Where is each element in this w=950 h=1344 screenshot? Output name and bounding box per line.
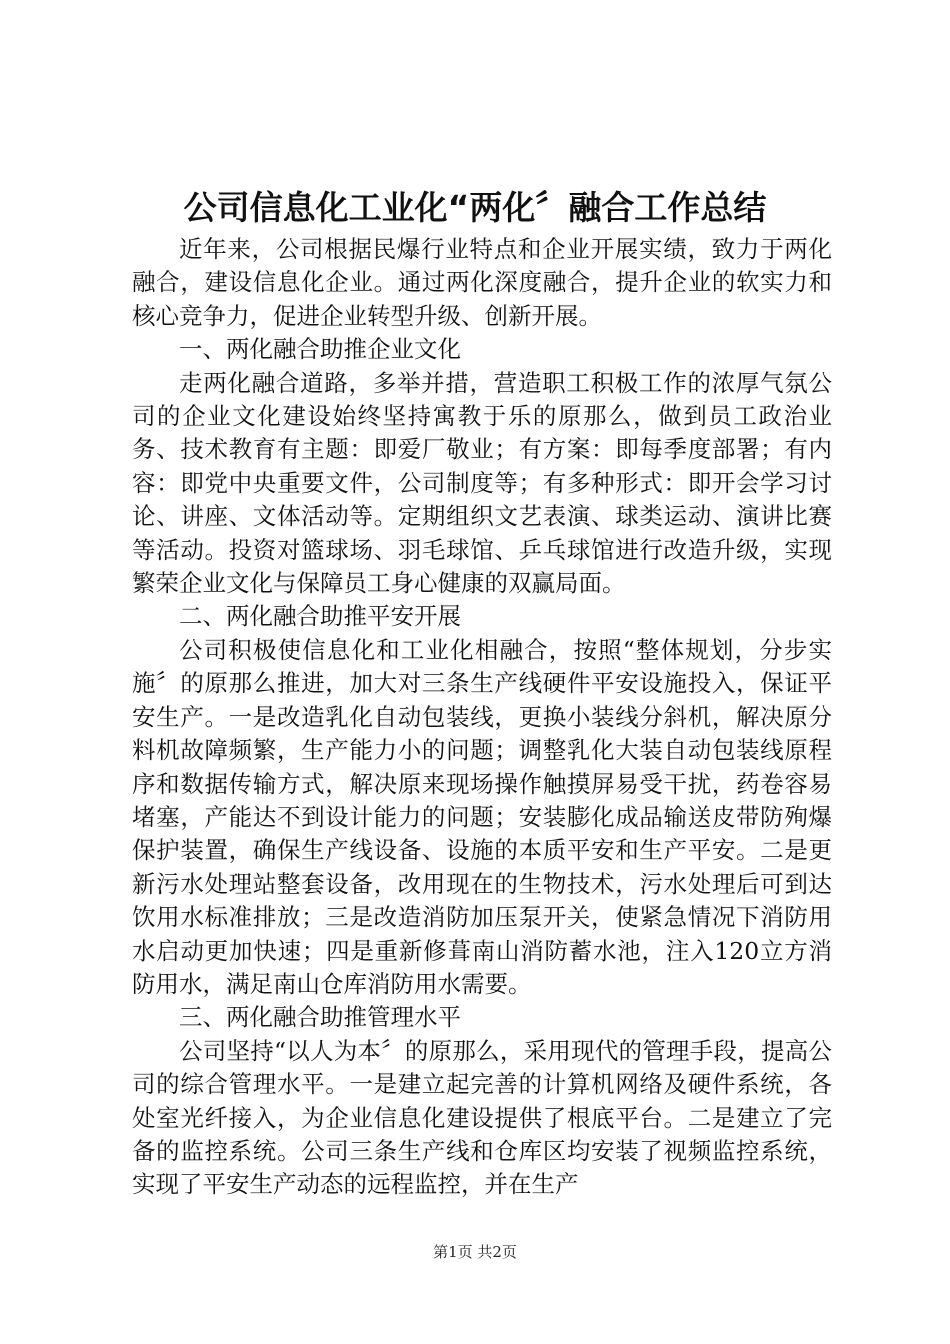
- document-body: [132, 233, 832, 1202]
- section-heading-2: 二、两化融合助推平安开展: [179, 602, 461, 631]
- section-heading-3: 三、两化融合助推管理水平: [179, 1003, 461, 1032]
- intro-paragraph: 近年来，公司根据民爆行业特点和企业开展实绩，致力于两化融合，建设信息化企业。通过两化深度融合，提升企业的软实力和核心竞争力，促进企业转型升级、创新开展。: [132, 235, 832, 330]
- section-1-paragraph: 走两化融合道路，多举并措，营造职工积极工作的浓厚气氛公司的企业文化建设始终坚持寓教于乐的原那么，做到员工政治业务、技术教育有主题：即爱厂敬业；有方案：即每季度部署；有内容：即党中央重要文件，公司制度等；有多种形式：即开会学习讨论、讲座、文体活动等。定期组织文艺表演、球类运动、演讲比赛等活动。投资对篮球场、羽毛球馆、乒乓球馆进行改造升级，实现繁荣企业文化与保障员工身心健康的双赢局面。: [132, 368, 832, 598]
- section-2-paragraph: 公司积极使信息化和工业化相融合，按照“整体规划，分步实施〞的原那么推进，加大对三条生产线硬件平安设施投入，保证平安生产。一是改造乳化自动包装线，更换小装线分斜机，解决原分料机故障频繁，生产能力小的问题；调整乳化大装自动包装线原程序和数据传输方式，解决原来现场操作触摸屏易受干扰，药卷容易堵塞，产能达不到设计能力的问题；安装膨化成品输送皮带防殉爆保护装置，确保生产线设备、设施的本质平安和生产平安。二是更新污水处理站整套设备，改用现在的生物技术，污水处理后可到达饮用水标准排放；三是改造消防加压泵开关，使紧急情况下消防用水启动更加快速；四是重新修葺南山消防蓄水池，注入120立方消防用水，满足南山仓库消防用水需要。: [132, 635, 832, 998]
- section-heading-1: 一、两化融合助推企业文化: [179, 335, 461, 364]
- page-number-footer: 第1页 共2页: [433, 1243, 517, 1261]
- section-3-paragraph: 公司坚持“以人为本〞的原那么，采用现代的管理手段，提高公司的综合管理水平。一是建立起完善的计算机网络及硬件系统，各处室光纤接入，为企业信息化建设提供了根底平台。二是建立了完备的监控系统。公司三条生产线和仓库区均安装了视频监控系统，实现了平安生产动态的远程监控，并在生产: [132, 1036, 832, 1199]
- document-title: 公司信息化工业化“两化〞融合工作总结: [183, 188, 767, 227]
